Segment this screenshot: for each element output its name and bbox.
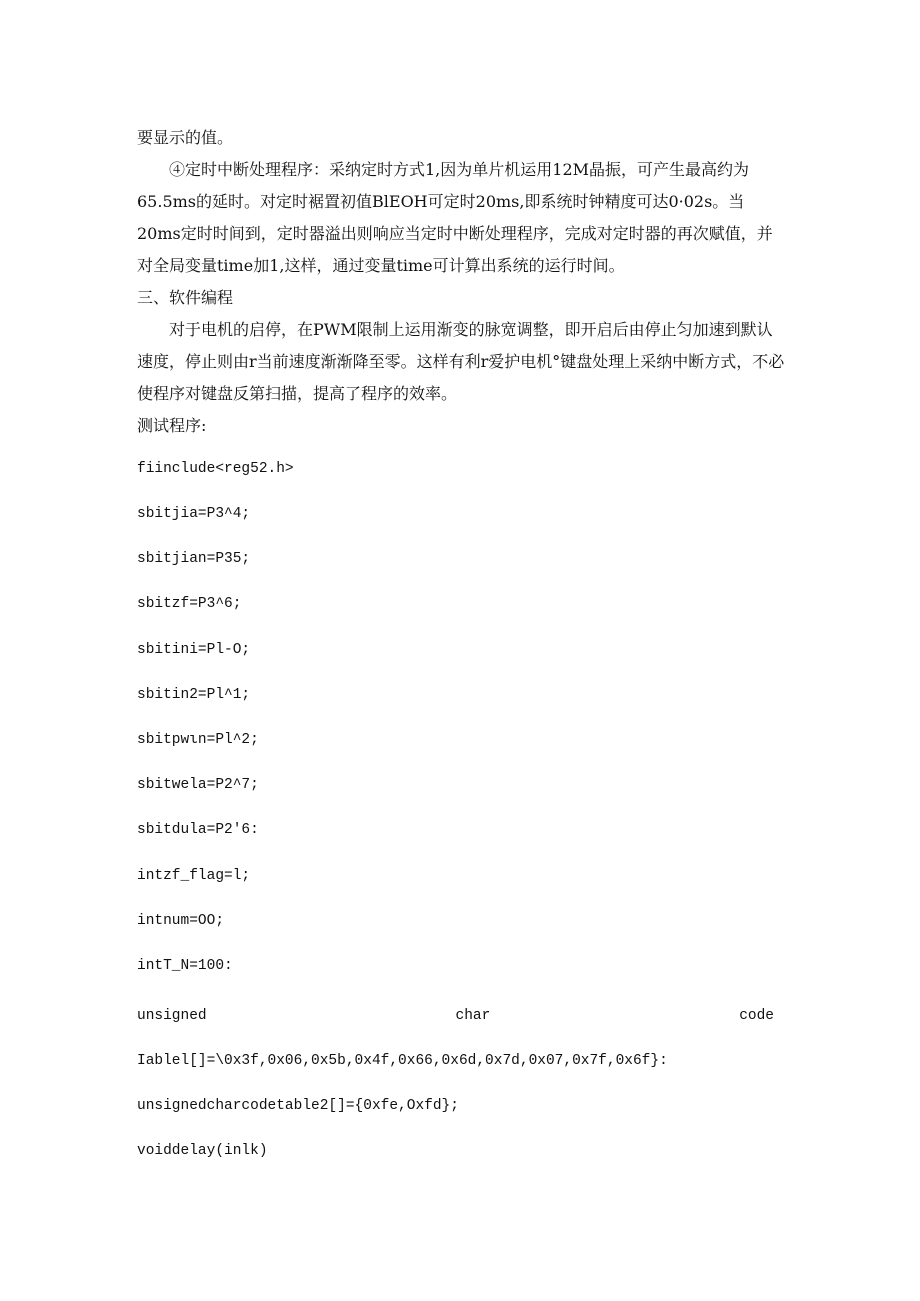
code-line: intzf_flag=l; — [137, 868, 251, 884]
section-heading-software: 三、软件编程 — [137, 288, 234, 307]
paragraph-continuation: 要显示的值。 — [137, 128, 234, 147]
code-line: sbitdula=P2'6: — [137, 822, 259, 838]
code-line-justified — [137, 1006, 774, 1026]
code-line: sbitin2=Pl^1; — [137, 687, 251, 703]
code-token: code — [739, 1008, 774, 1024]
code-line: sbitwela=P2^7; — [137, 777, 259, 793]
paragraph-timer-interrupt: ④定时中断处理程序：采纳定时方式1,因为单片机运用12M晶振，可产生最高约为65.5ms的延时。对定时裾置初值BlEOH可定时20ms,即系统时钟精度可达0·02s。当20ms定时时间到，定时器溢出则响应当定时中断处理程序，完成对定时器的再次赋值，并对全局变量time加1,这样，通过变量time可计算出系统的运行时间。 — [137, 160, 773, 275]
code-line: intnum=OO; — [137, 913, 225, 929]
code-line: fiinclude<reg52.h> — [137, 461, 294, 477]
code-line: Iablel[]=\0x3f,0x06,0x5b,0x4f,0x66,0x6d,0x7d,0x07,0x7f,0x6f}: — [137, 1053, 668, 1069]
code-line: intT_N=100: — [137, 958, 233, 974]
code-line: sbitpwιn=Pl^2; — [137, 732, 259, 748]
code-line: voiddelay(inlk) — [137, 1143, 268, 1159]
code-token: unsigned — [137, 1008, 207, 1024]
code-line: sbitjian=P35; — [137, 551, 251, 567]
code-line: sbitjia=P3^4; — [137, 506, 251, 522]
paragraph-test-program-label: 测试程序: — [137, 416, 207, 435]
code-token: char — [455, 1008, 491, 1024]
code-line: unsignedcharcodetable2[]={0xfe,Oxfd}; — [137, 1098, 459, 1114]
code-line: sbitini=Pl-O; — [137, 642, 251, 658]
code-line: sbitzf=P3^6; — [137, 596, 242, 612]
paragraph-motor-control: 对于电机的启停，在PWM限制上运用渐变的脉宽调整，即开启后由停止匀加速到默认速度，停止则由r当前速度渐渐降至零。这样有利r爱护电机°键盘处理上采纳中断方式，不必使程序对键盘反第扫描，提高了程序的效率。 — [137, 320, 785, 403]
